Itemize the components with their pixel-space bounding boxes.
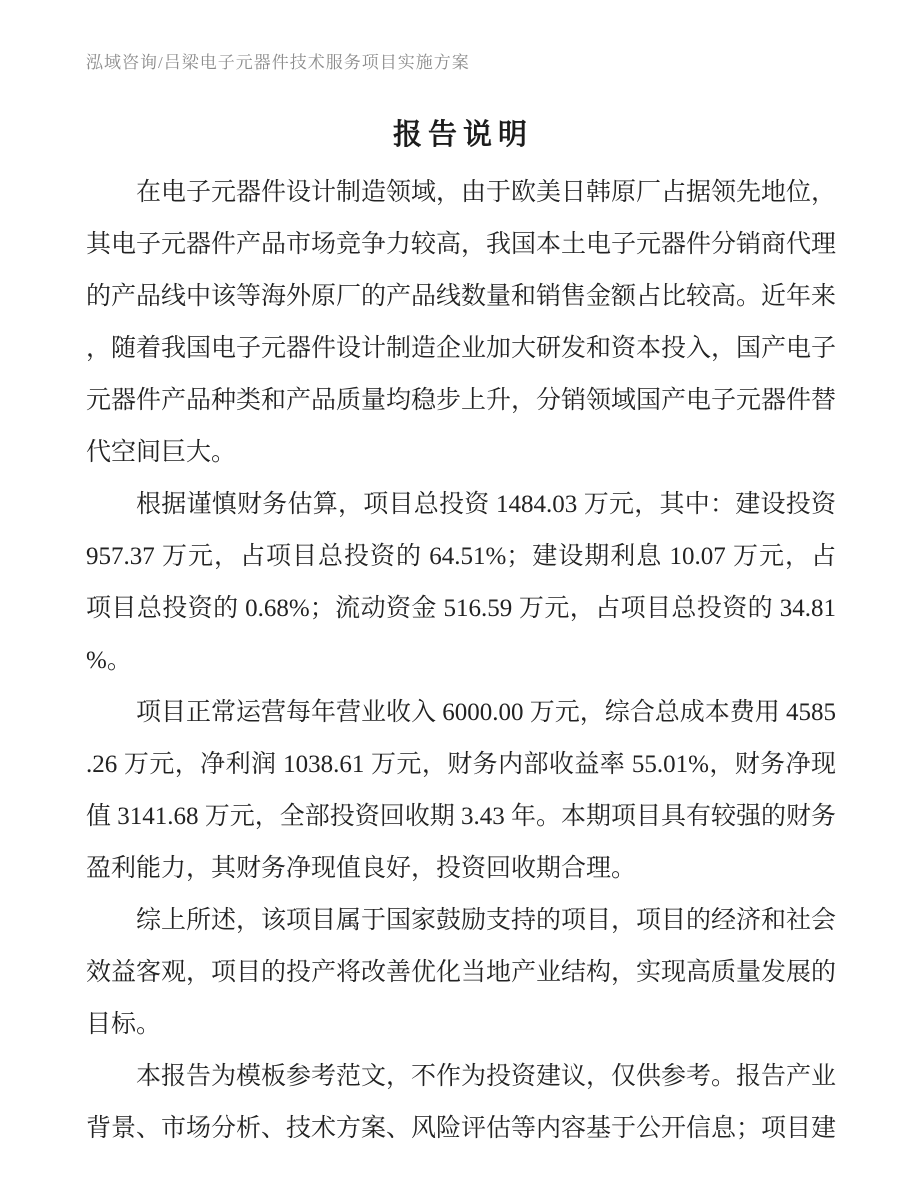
- paragraph: 本报告为模板参考范文，不作为投资建议，仅供参考。报告产业背景、市场分析、技术方案、风险评估等内容基于公开信息；项目建: [86, 1063, 837, 1142]
- page-header: 泓域咨询/吕梁电子元器件技术服务项目实施方案: [86, 53, 470, 72]
- paragraph: 根据谨慎财务估算，项目总投资 1484.03 万元，其中：建设投资 957.37 万元，占项目总投资的 64.51%；建设期利息 10.07 万元，占项目总投资的 0.68%；流动资金 516.59 万元，占项目总投资的 34.81%。: [86, 491, 836, 674]
- paragraph: 综上所述，该项目属于国家鼓励支持的项目，项目的经济和社会效益客观，项目的投产将改善优化当地产业结构，实现高质量发展的目标。: [86, 907, 837, 1038]
- paragraph: 项目正常运营每年营业收入 6000.00 万元，综合总成本费用 4585.26 万元，净利润 1038.61 万元，财务内部收益率 55.01%，财务净现值 3141.68 万元，全部投资回收期 3.43 年。本期项目具有较强的财务盈利能力，其财务净现值良好，投资回收期合理。: [86, 699, 837, 882]
- paragraph: 在电子元器件设计制造领域，由于欧美日韩原厂占据领先地位，其电子元器件产品市场竞争力较高，我国本土电子元器件分销商代理的产品线中该等海外原厂的产品线数量和销售金额占比较高。近年来，随着我国电子元器件设计制造企业加大研发和资本投入，国产电子元器件产品种类和产品质量均稳步上升，分销领域国产电子元器件替代空间巨大。: [86, 179, 837, 466]
- document-body: [86, 167, 836, 1155]
- page-title: 报告说明: [392, 119, 533, 151]
